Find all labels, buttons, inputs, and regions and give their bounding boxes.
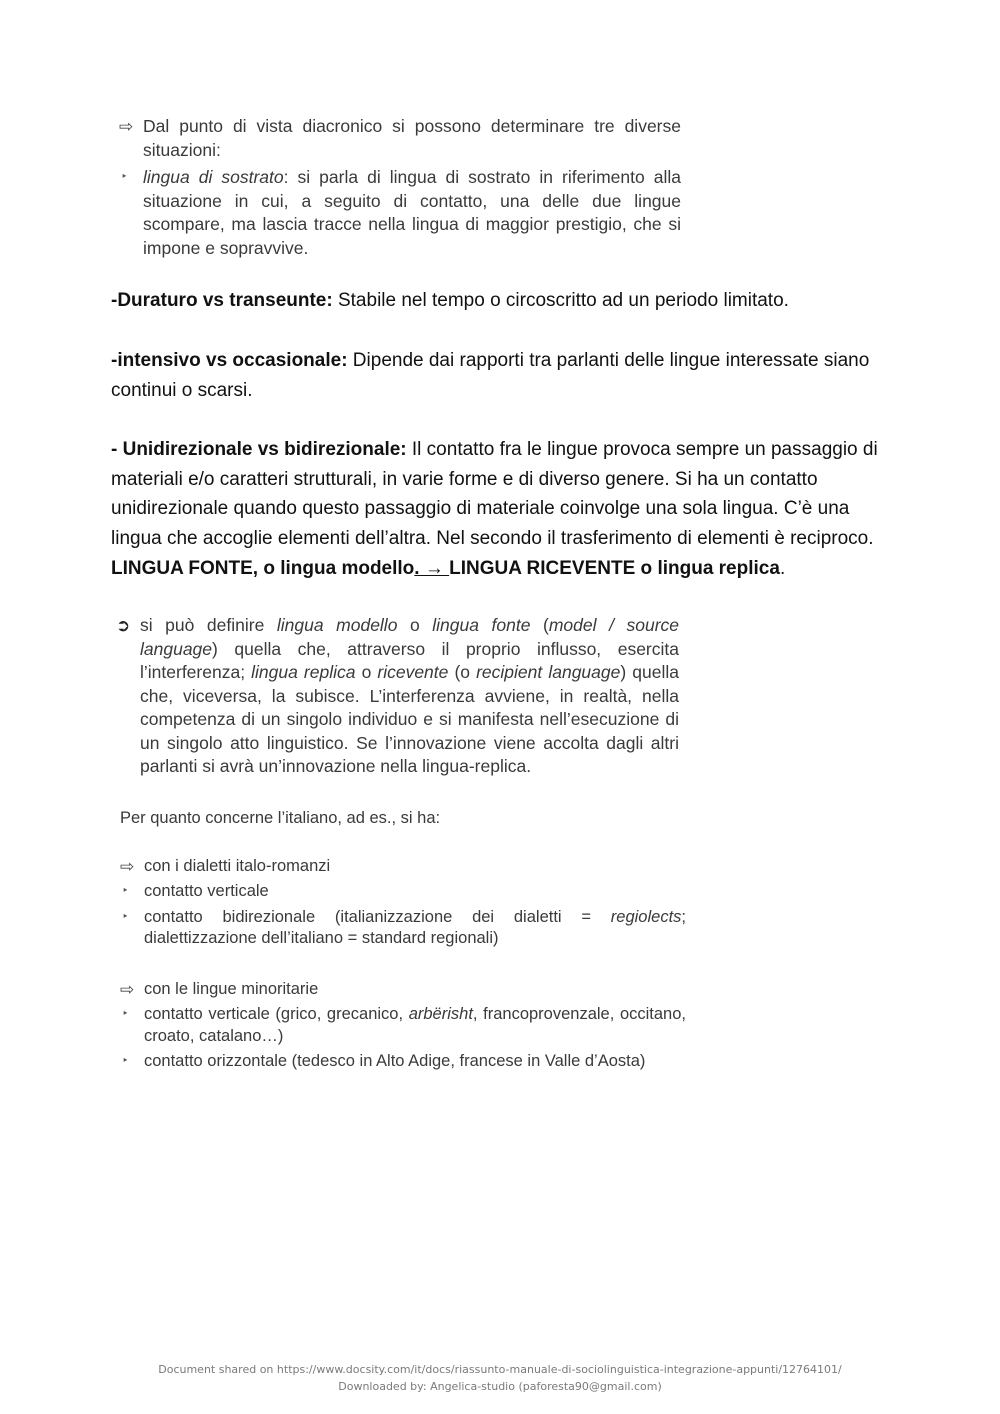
item-text: : si parla di lingua di sostrato in riferimento alla situazione in cui, a seguito di contatto, una delle due lingue scompare, ma lascia tracce nella lingua di maggior prestigio, che si impone e sopravvive. [143,167,681,258]
intro-row [119,115,681,162]
document-footer [0,1361,1000,1395]
curved-arrow-icon: ➲ [116,616,131,635]
group-head-text: con le lingue minoritarie [144,979,319,998]
italic-term: recipient language [476,662,621,682]
italic-term: model / source language [140,615,680,659]
item-text: contatto bidirezionale (italianizzazione dei dialetti = [144,907,611,926]
bullet-icon: ‣ [122,1008,129,1020]
period: . [779,557,786,579]
list-item [121,166,681,260]
group-head-text: con i dialetti italo-romanzi [144,856,331,875]
italic-term: regiolects [610,907,682,926]
arrow-right-icon: ⇨ [120,979,135,999]
group-minoritarie [120,979,686,1073]
lingua-fonte-line [111,554,881,584]
scanned-excerpt-italiano [120,808,686,1073]
desc-intensivo: Dipende dai rapporti tra parlanti delle lingue interessate siano continui o scarsi. [111,350,870,401]
italic-term: lingua replica [251,662,356,682]
lingua-ricevente-label: LINGUA RICEVENTE o lingua replica [449,557,780,579]
group-head [120,856,686,878]
list-item [122,1051,686,1073]
footer-shared-link[interactable]: Document shared on https://www.docsity.com/it/docs/riassunto-manuale-di-sociolinguistica-integrazione-appunti/12764101/ [158,1363,842,1376]
text-part: ) quella che, attraverso il proprio influsso, esercita l’interferenza; [140,638,679,682]
paragraph-unidirezionale [111,435,881,584]
intro-italiano: Per quanto concerne l’italiano, ad es., si ha: [120,809,441,827]
lingua-fonte-label: LINGUA FONTE, o lingua modello [111,557,415,579]
bullet-icon: ‣ [122,910,129,923]
item-text: contatto orizzontale (tedesco in Alto Adige, francese in Valle d’Aosta) [144,1052,646,1070]
bullet-icon: ‣ [122,1055,129,1067]
paragraph-duraturo [111,286,881,316]
paragraph-intensivo [111,346,881,405]
text-part: si può definire [140,615,277,635]
item-term: lingua di sostrato [143,167,284,187]
text-part: (o [448,662,477,682]
text-part: ) quella che, viceversa, la subisce. L’interferenza avviene, in realtà, nella competenza di un singolo individuo e si manifesta nell’esecuzione di un singolo atto linguistico. Se l’innovazione viene accolta dagli altri parlanti si avrà un’innovazione nella lingua-replica. [140,662,679,776]
scanned-excerpt-lingua-modello [116,614,680,779]
italic-term: lingua fonte [432,615,531,635]
footer-downloaded-by: Downloaded by: Angelica-studio (paforesta90@gmail.com) [338,1380,662,1393]
text-part: o [397,615,433,635]
list-item [122,881,686,903]
scanned-excerpt-diacronico [119,115,681,260]
bullet-icon: ‣ [122,885,129,897]
term-duraturo: -Duraturo vs transeunte: [111,290,333,311]
intro-text: Dal punto di vista diacronico si possono determinare tre diverse situazioni: [143,116,681,160]
arrow-right-icon: ⇨ [120,856,135,876]
item-text: contatto verticale [144,882,269,900]
item-text: , francoprovenzale, occitano, croato, catalano…) [144,1005,686,1045]
text-part: ( [530,615,549,635]
italic-term: ricevente [377,662,449,682]
group-head [120,979,686,1001]
italic-term: arbërisht [408,1005,473,1023]
list-item [122,1004,686,1047]
arrow-right-icon: ⇨ [119,117,134,136]
term-intensivo: -intensivo vs occasionale: [111,350,348,371]
bullet-icon: ‣ [121,171,128,183]
item-text: ; dialettizzazione dell’italiano = standard regionali) [144,907,686,947]
desc-unidirezionale: Il contatto fra le lingue provoca sempre un passaggio di materiali e/o caratteri strutturali, in varie forme e di diverso genere. Si ha un contatto unidirezionale quando questo passaggio di materiale coinvolge una sola lingua. C’è una lingua che accoglie elementi dell’altra. Nel secondo il trasferimento di elementi è reciproco. [111,439,878,550]
text-part: o [355,662,378,682]
list-item [122,907,686,950]
item-text: contatto verticale (grico, grecanico, [144,1005,409,1023]
arrow-right-icon: . → [414,557,450,579]
italic-term: lingua modello [276,615,398,635]
desc-duraturo: Stabile nel tempo o circoscritto ad un periodo limitato. [332,290,789,311]
group-dialetti [120,856,686,950]
term-unidirezionale: - Unidirezionale vs bidirezionale: [111,439,407,460]
